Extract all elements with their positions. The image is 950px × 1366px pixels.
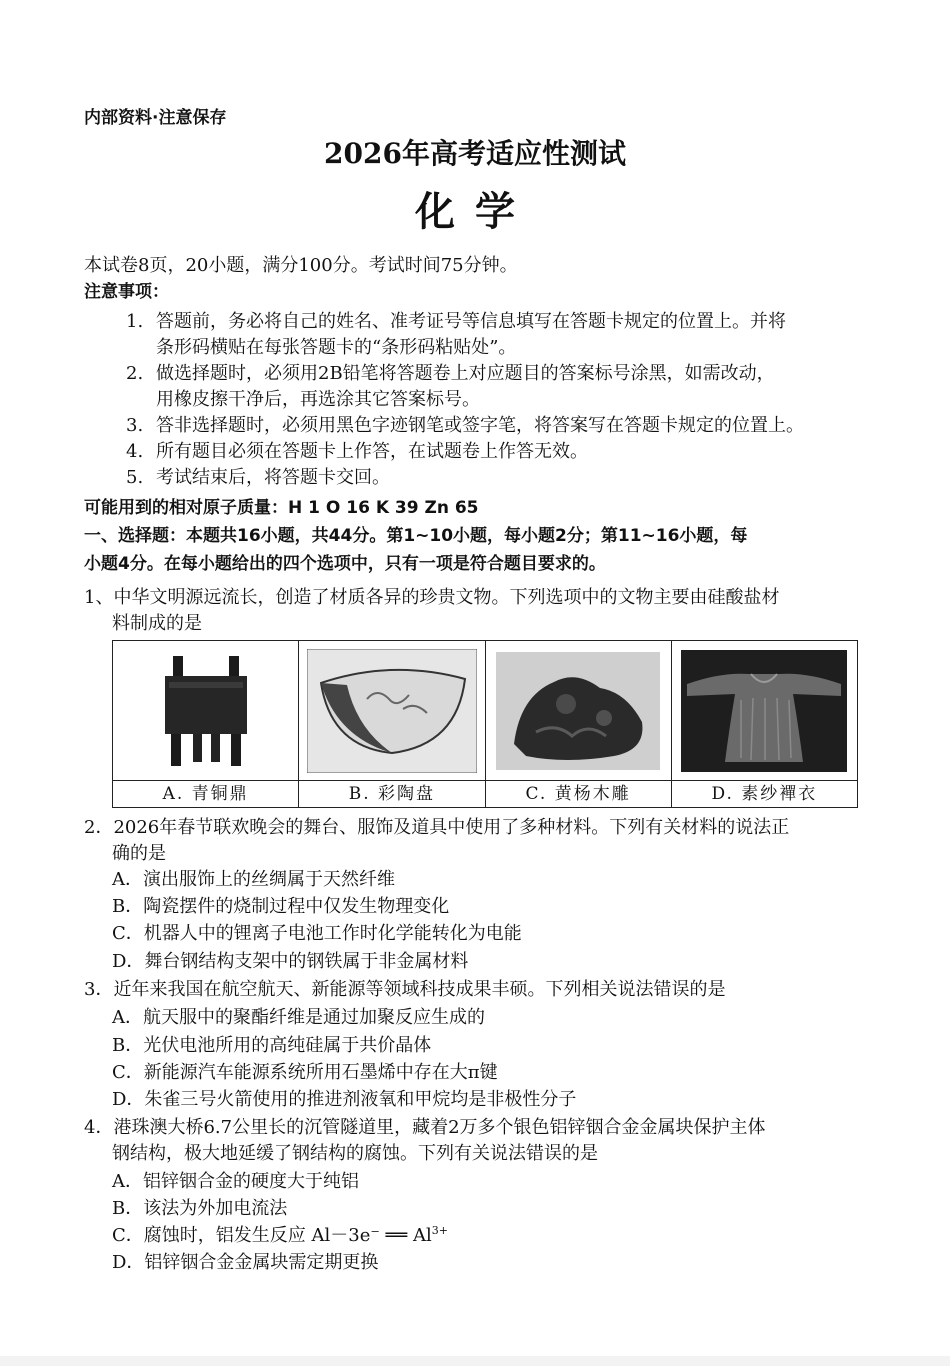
question-4-option-b: B．该法为外加电流法	[112, 1198, 288, 1219]
question-3-option-b: B．光伏电池所用的高纯硅属于共价晶体	[112, 1035, 432, 1056]
section-heading-cont: 小题4分。在每小题给出的四个选项中，只有一项是符合题目要求的。	[84, 554, 606, 574]
artifact-cell	[672, 641, 857, 807]
question-2-stem-cont: 确的是	[112, 843, 166, 864]
note-number: 3.	[126, 415, 144, 436]
question-4-stem-cont: 钢结构，极大地延缓了钢结构的腐蚀。下列有关说法错误的是	[112, 1143, 598, 1164]
question-4-option-c	[112, 1224, 448, 1248]
question-2-option-d: D．舞台钢结构支架中的钢铁属于非金属材料	[112, 951, 469, 972]
note-text: 答题前，务必将自己的姓名、准考证号等信息填写在答题卡规定的位置上。并将	[156, 311, 786, 332]
note-text-cont: 条形码横贴在每张答题卡的“条形码粘贴处”。	[156, 337, 517, 358]
question-4-option-d: D．铝锌铟合金金属块需定期更换	[112, 1252, 379, 1273]
note-text: 所有题目必须在答题卡上作答，在试题卷上作答无效。	[156, 441, 588, 462]
question-2-option-b: B．陶瓷摆件的烧制过程中仅发生物理变化	[112, 896, 450, 917]
intro-text: 本试卷8页，20小题，满分100分。考试时间75分钟。	[84, 255, 518, 276]
note-item	[126, 310, 786, 334]
note-text: 答非选择题时，必须用黑色字迹钢笔或签字笔，将答案写在答题卡规定的位置上。	[156, 415, 804, 436]
note-item	[126, 440, 588, 464]
note-item	[126, 414, 804, 438]
artifact-cell	[486, 641, 672, 807]
page-bottom-edge	[0, 1356, 950, 1366]
subject-title: 化学	[415, 188, 535, 235]
artifact-caption-c: C. 黄杨木雕	[486, 780, 671, 807]
artifact-table	[112, 640, 858, 808]
note-number: 5.	[126, 467, 144, 488]
question-1-stem-cont: 料制成的是	[112, 613, 202, 634]
plain-gauze-robe-image	[678, 647, 851, 775]
artifact-caption-b: B. 彩陶盘	[299, 780, 484, 807]
question-3-option-a: A．航天服中的聚酯纤维是通过加聚反应生成的	[112, 1007, 485, 1028]
charge-superscript: 3+	[431, 1224, 448, 1237]
section-heading: 一、选择题：本题共16小题，共44分。第1~10小题，每小题2分；第11~16小题，每	[84, 526, 748, 546]
painted-pottery-plate-image	[305, 647, 478, 775]
artifact-caption-a: A. 青铜鼎	[113, 780, 298, 807]
note-item	[126, 362, 775, 386]
question-3-stem: 3．近年来我国在航空航天、新能源等领域科技成果丰硕。下列相关说法错误的是	[84, 979, 726, 1000]
note-number: 2.	[126, 363, 144, 384]
exam-title: 2026年高考适应性测试	[324, 137, 626, 170]
note-text-cont: 用橡皮擦干净后，再选涂其它答案标号。	[156, 389, 480, 410]
notes-heading: 注意事项：	[84, 282, 169, 302]
question-4-stem: 4．港珠澳大桥6.7公里长的沉管隧道里，藏着2万多个银色铝锌铟合金金属块保护主体	[84, 1117, 766, 1138]
question-2-option-c: C．机器人中的锂离子电池工作时化学能转化为电能	[112, 923, 522, 944]
note-item	[126, 466, 390, 490]
question-1-stem: 1、中华文明源远流长，创造了材质各异的珍贵文物。下列选项中的文物主要由硅酸盐材	[84, 587, 780, 608]
bronze-ding-image	[119, 647, 292, 775]
question-4-option-a: A．铝锌铟合金的硬度大于纯铝	[112, 1171, 359, 1192]
option-c-text: C．腐蚀时，铝发生反应 Al－3e⁻ ══ Al	[112, 1225, 432, 1246]
atomic-mass-line: 可能用到的相对原子质量：H 1 O 16 K 39 Zn 65	[84, 498, 479, 518]
question-2-option-a: A．演出服饰上的丝绸属于天然纤维	[112, 869, 395, 890]
boxwood-carving-image	[492, 647, 665, 775]
note-number: 4.	[126, 441, 144, 462]
note-text: 做选择题时，必须用2B铅笔将答题卷上对应题目的答案标号涂黑，如需改动，	[156, 363, 775, 384]
artifact-caption-d: D. 素纱襌衣	[672, 780, 857, 807]
confidential-label: 内部资料·注意保存	[84, 108, 227, 128]
note-number: 1.	[126, 311, 144, 332]
artifact-cell	[299, 641, 485, 807]
question-2-stem: 2．2026年春节联欢晚会的舞台、服饰及道具中使用了多种材料。下列有关材料的说法正	[84, 817, 790, 838]
question-3-option-d: D．朱雀三号火箭使用的推进剂液氧和甲烷均是非极性分子	[112, 1089, 577, 1110]
question-3-option-c: C．新能源汽车能源系统所用石墨烯中存在大π键	[112, 1062, 498, 1083]
artifact-cell	[113, 641, 299, 807]
note-text: 考试结束后，将答题卡交回。	[156, 467, 390, 488]
